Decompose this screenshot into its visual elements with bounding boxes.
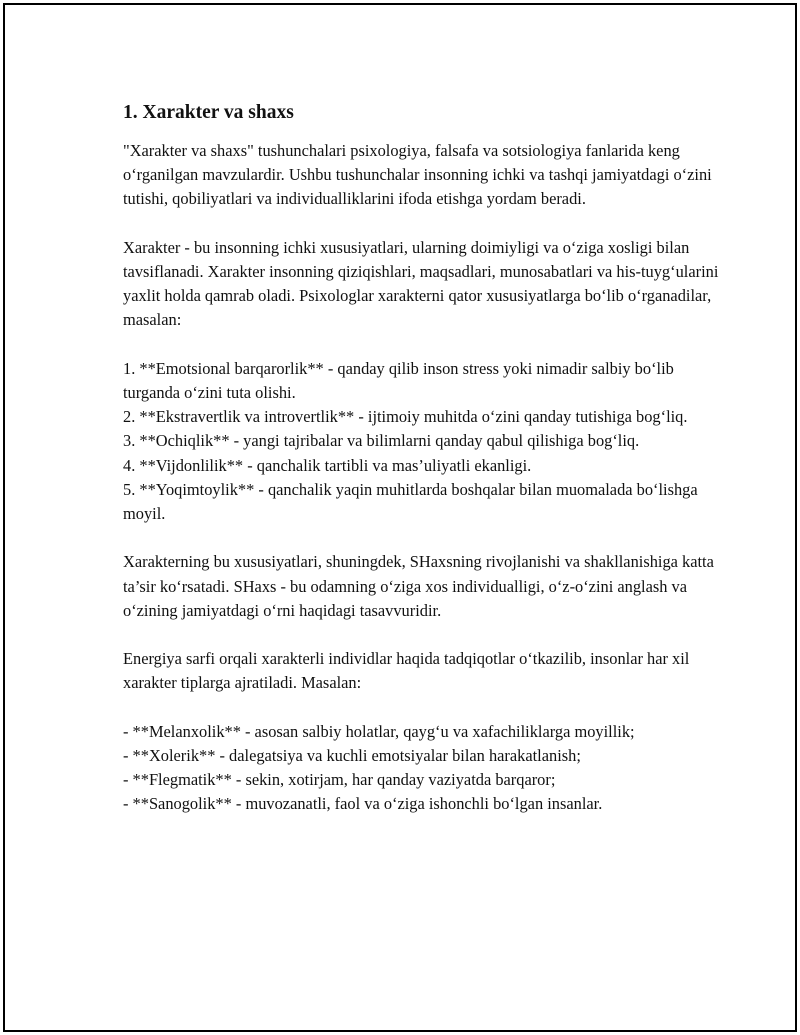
list-item: 2. **Ekstravertlik va introvertlik** - ijtimoiy muhitda o‘zini qanday tutishiga bog‘liq. <box>123 407 688 427</box>
list-item: - **Melanxolik** - asosan salbiy holatlar, qayg‘u va xafachiliklarga moyillik; <box>123 721 635 741</box>
list-item: 4. **Vijdonlilik** - qanchalik tartibli va mas’uliyatli ekanligi. <box>123 455 532 475</box>
temperament-types-list <box>123 720 723 817</box>
list-item: - **Xolerik** - dalegatsiya va kuchli emotsiyalar bilan harakatlanish; <box>123 746 581 765</box>
document-body <box>123 101 723 841</box>
list-item: - **Flegmatik** - sekin, xotirjam, har qanday vaziyatda barqaror; <box>123 770 556 790</box>
personality-paragraph: Xarakterning bu xususiyatlari, shuningdek, SHaxsning rivojlanishi va shakllanishiga katta ta’sir ko‘rsatadi. SHaxs - bu odamning o‘ziga xos individualligi, o‘z-o‘zini anglash va o‘zining jamiyatdagi o‘rni haqidagi tasavvuridir. <box>123 552 714 620</box>
list-item: 5. **Yoqimtoylik** - qanchalik yaqin muhitlarda boshqalar bilan muomalada bo‘lishga moyil. <box>123 479 698 524</box>
list-item: 1. **Emotsional barqarorlik** - qanday qilib inson stress yoki nimadir salbiy bo‘lib turganda o‘zini tuta olishi. <box>123 358 674 402</box>
section-heading: 1. Xarakter va shaxs <box>123 102 294 123</box>
list-item: - **Sanogolik** - muvozanatli, faol va o‘ziga ishonchli bo‘lgan insanlar. <box>123 794 603 814</box>
list-item: 3. **Ochiqlik** - yangi tajribalar va bilimlarni qanday qabul qilishiga bog‘liq. <box>123 431 640 451</box>
temperament-intro-paragraph: Energiya sarfi orqali xarakterli individlar haqida tadqiqotlar o‘tkazilib, insonlar har xil xarakter tiplarga ajratiladi. Masalan: <box>123 649 690 693</box>
document-page <box>3 3 797 1032</box>
character-definition-paragraph: Xarakter - bu insonning ichki xususiyatlari, ularning doimiyligi va o‘ziga xosligi bilan tavsiflanadi. Xarakter insonning qiziqishlari, maqsadlari, munosabatlari va his-tuyg‘ularini yaxlit holda qamrab oladi. Psixologlar xarakterni qator xususiyatlarga bo‘lib o‘rganadilar, masalan: <box>123 237 719 330</box>
intro-paragraph: "Xarakter va shaxs" tushunchalari psixologiya, falsafa va sotsiologiya fanlarida keng o‘rganilgan mavzulardir. Ushbu tushunchalar insonning ichki va tashqi jamiyatdagi o‘zini tutishi, qobiliyatlari va individualliklarini ifoda etishga yordam beradi. <box>123 141 712 209</box>
character-traits-list <box>123 357 723 526</box>
